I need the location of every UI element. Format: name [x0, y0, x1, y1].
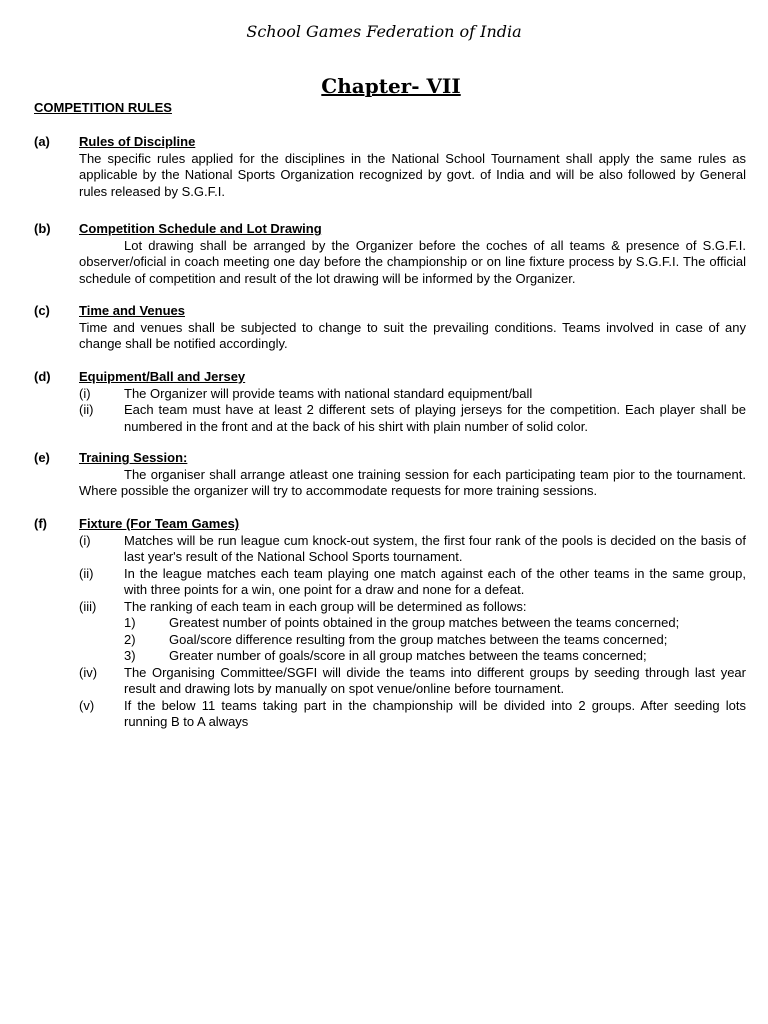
section-heading: COMPETITION RULES: [34, 100, 172, 115]
criterion-text: Greatest number of points obtained in the group matches between the teams concerned;: [169, 615, 680, 630]
section-letter: (a): [34, 134, 50, 149]
rule-section-f: [34, 516, 746, 731]
list-item: [79, 566, 746, 599]
item-text: Each team must have at least 2 different sets of playing jerseys for the competition. Each player shall be numbered in the front and at the back of his shirt with plain number of solid color.: [124, 402, 746, 434]
list-item: [79, 386, 746, 403]
list-item: [79, 698, 746, 731]
criterion-text: Greater number of goals/score in all group matches between the teams concerned;: [169, 648, 647, 663]
item-number: (i): [79, 532, 91, 548]
section-title: Rules of Discipline: [79, 134, 196, 149]
rule-section-e: [34, 450, 746, 500]
ranking-criterion: [124, 615, 746, 632]
item-number: (ii): [79, 402, 94, 417]
item-number: (v): [79, 697, 95, 713]
criterion-number: 2): [124, 631, 136, 647]
rule-section-c: [34, 303, 746, 353]
item-text: In the league matches each team playing one match against each of the other teams in the same group, with three points for a win, one point for a draw and none for a defeat.: [124, 565, 746, 597]
item-number: (iii): [79, 598, 97, 614]
list-item: [79, 665, 746, 698]
list-item: [79, 533, 746, 566]
section-letter: (d): [34, 369, 51, 384]
criterion-text: Goal/score difference resulting from the group matches between the teams concerned;: [169, 631, 668, 647]
federation-header: School Games Federation of India: [246, 22, 522, 41]
item-text: The ranking of each team in each group will be determined as follows:: [124, 598, 527, 614]
criterion-number: 3): [124, 648, 136, 663]
item-number: (i): [79, 385, 91, 401]
item-text: The Organising Committee/SGFI will divide the teams into different groups by seeding through last year result and drawing lots by manually on spot venue/online before tournament.: [124, 664, 746, 696]
item-number: (iv): [79, 664, 98, 680]
list-item: [79, 402, 746, 435]
item-text: The Organizer will provide teams with national standard equipment/ball: [124, 385, 533, 401]
section-body: Time and venues shall be subjected to change to suit the prevailing conditions. Teams involved in case of any change shall be notified accordingly.: [79, 319, 746, 351]
ranking-criterion: [124, 648, 746, 665]
section-title: Time and Venues: [79, 303, 185, 318]
item-text: Matches will be run league cum knock-out system, the first four rank of the pools is decided on the basis of last year's result of the National School Sports tournament.: [124, 532, 746, 564]
criterion-number: 1): [124, 615, 136, 630]
section-title: Fixture (For Team Games): [79, 516, 240, 531]
section-letter: (e): [34, 450, 50, 465]
rule-section-b: [34, 221, 746, 287]
item-number: (ii): [79, 565, 94, 581]
section-title: Competition Schedule and Lot Drawing: [79, 221, 322, 236]
item-text: If the below 11 teams taking part in the championship will be divided into 2 groups. After seeding lots running B to A always: [124, 697, 746, 729]
ranking-criterion: [124, 632, 746, 649]
rule-section-d: [34, 369, 746, 435]
section-letter: (b): [34, 221, 51, 236]
section-body: The organiser shall arrange atleast one training session for each participating team pior to the tournament. Where possible the organizer will try to accommodate requests for more training sessions.: [79, 466, 746, 498]
list-item: [79, 599, 746, 616]
section-body: The specific rules applied for the disciplines in the National School Tournament shall apply the same rules as applicable by the National Sports Organization recognized by govt. of India and will be also followed by General rules released by S.G.F.I.: [79, 150, 746, 199]
rule-section-a: [34, 134, 746, 200]
section-body: Lot drawing shall be arranged by the Organizer before the coches of all teams & presence of S.G.F.I. observer/oficial in coach meeting one day before the championship or on line fixture process by S.G.F.I. The official schedule of competition and result of the lot drawing will be informed by the Organizer.: [79, 237, 746, 286]
section-letter: (f): [34, 516, 47, 531]
section-letter: (c): [34, 303, 50, 318]
section-title: Training Session:: [79, 450, 188, 465]
section-title: Equipment/Ball and Jersey: [79, 369, 246, 384]
chapter-title: Chapter- VII: [321, 74, 461, 98]
